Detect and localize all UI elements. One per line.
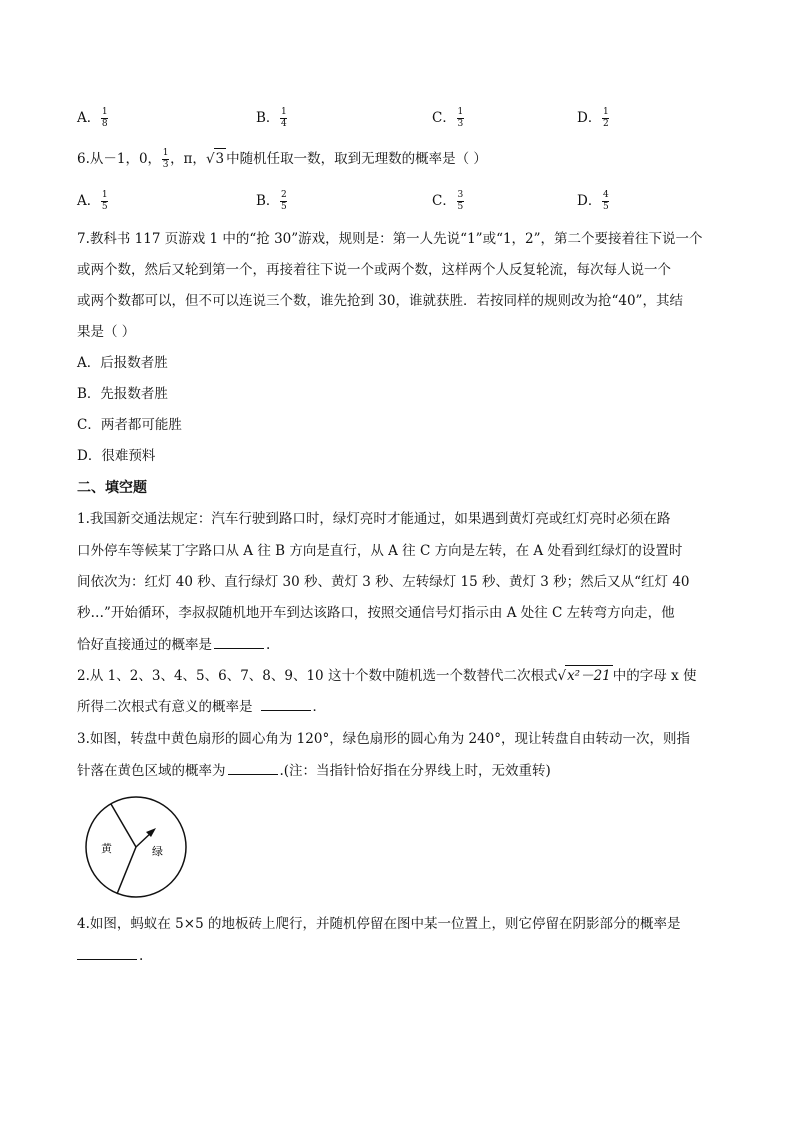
q6-option-d: D． $\frac{4}{5}$: [577, 190, 609, 212]
answer-blank[interactable]: [77, 945, 137, 960]
fraction: $\frac{1}{5}$: [101, 190, 108, 212]
fraction: $\frac{1}{2}$: [602, 107, 609, 129]
q5-option-b: B． $\frac{1}{4}$: [256, 107, 287, 129]
answer-blank[interactable]: [261, 696, 311, 711]
fraction: $\frac{3}{5}$: [457, 190, 464, 212]
f4-line-2: .: [77, 945, 143, 966]
q7-line-1: 7.教科书 117 页游戏 1 中的“抢 30”游戏，规则是：第一人先说“1”或“1，2”，第二个要接着往下说一个: [77, 231, 703, 247]
f3-line-1: 3.如图，转盘中黄色扇形的圆心角为 120°，绿色扇形的圆心角为 240°，现让转盘自由转动一次，则指: [77, 731, 690, 747]
answer-blank[interactable]: [228, 760, 278, 775]
q6-option-a: A． $\frac{1}{5}$: [77, 190, 108, 212]
section-title: 二、填空题: [77, 480, 147, 496]
q7-line-2: 或两个数，然后又轮到第一个，再接着往下说一个或两个数，这样两个人反复轮流，每次每人说一个: [77, 262, 671, 278]
spinner-figure: [82, 796, 190, 898]
fraction: $\frac{1}{8}$: [101, 107, 108, 129]
q7-line-4: 果是（ ）: [77, 324, 136, 340]
sector-divider: [111, 804, 136, 847]
fraction: $\frac{2}{5}$: [281, 190, 287, 212]
q5-option-c: C． $\frac{1}{3}$: [432, 107, 464, 129]
fraction: $\frac{1}{4}$: [281, 107, 287, 129]
f1-line-4: 秒…”开始循环，李叔叔随机地开车到达该路口，按照交通信号灯指示由 A 处往 C 左转弯方向走，他: [77, 605, 675, 621]
yellow-label: 黄: [101, 842, 112, 855]
q7-line-3: 或两个数都可以，但不可以连说三个数，谁先抢到 30，谁就获胜．若按同样的规则改为抢“40”，其结: [77, 293, 683, 309]
q7-option-d: D．很难预料: [77, 448, 156, 464]
f1-line-2: 口外停车等候某丁字路口从 A 往 B 方向是直行，从 A 往 C 方向是左转，在 A 处看到红绿灯的设置时: [77, 543, 683, 559]
f2-line-2: 所得二次根式有意义的概率是 ．: [77, 696, 326, 717]
f2-line-1: 2.从 1、2、3、4、5、6、7、8、9、10 这十个数中随机选一个数替代二次根式√x²－21 中的字母 x 使: [77, 665, 696, 686]
q6-stem: 6.从－1，0， $\frac{1}{3}$ ，π，√3 中随机任取一数，取到无理数的概率是（ ）: [77, 148, 487, 170]
sqrt-expression: √x²－21: [557, 668, 612, 684]
f1-line-5: 恰好直接通过的概率是 .: [77, 634, 270, 655]
fraction: $\frac{1}{3}$: [162, 148, 169, 170]
green-label: 绿: [152, 845, 163, 858]
q5-option-a: A． $\frac{1}{8}$: [77, 107, 108, 129]
q6-option-b: B． $\frac{2}{5}$: [256, 190, 287, 212]
fraction: $\frac{1}{3}$: [457, 107, 464, 129]
f4-line-1: 4.如图，蚂蚁在 5×5 的地板砖上爬行，并随机停留在图中某一位置上，则它停留在阴影部分的概率是: [77, 916, 681, 932]
f1-line-3: 间依次为：红灯 40 秒、直行绿灯 30 秒、黄灯 3 秒、左转绿灯 15 秒、黄灯 3 秒；然后又从“红灯 40: [77, 574, 690, 590]
f3-line-2: 针落在黄色区域的概率为 .(注：当指针恰好指在分界线上时，无效重转): [77, 760, 551, 781]
answer-blank[interactable]: [214, 634, 264, 649]
sector-divider: [117, 847, 136, 894]
sqrt-expression: √3: [206, 151, 226, 167]
q6-option-c: C． $\frac{3}{5}$: [432, 190, 464, 212]
fraction: $\frac{4}{5}$: [602, 190, 609, 212]
q5-option-d: D． $\frac{1}{2}$: [577, 107, 609, 129]
f1-line-1: 1.我国新交通法规定：汽车行驶到路口时，绿灯亮时才能通过，如果遇到黄灯亮或红灯亮时必须在路: [77, 511, 671, 527]
q7-option-b: B．先报数者胜: [77, 386, 168, 402]
q7-option-a: A．后报数者胜: [77, 355, 168, 371]
q7-option-c: C．两者都可能胜: [77, 417, 182, 433]
